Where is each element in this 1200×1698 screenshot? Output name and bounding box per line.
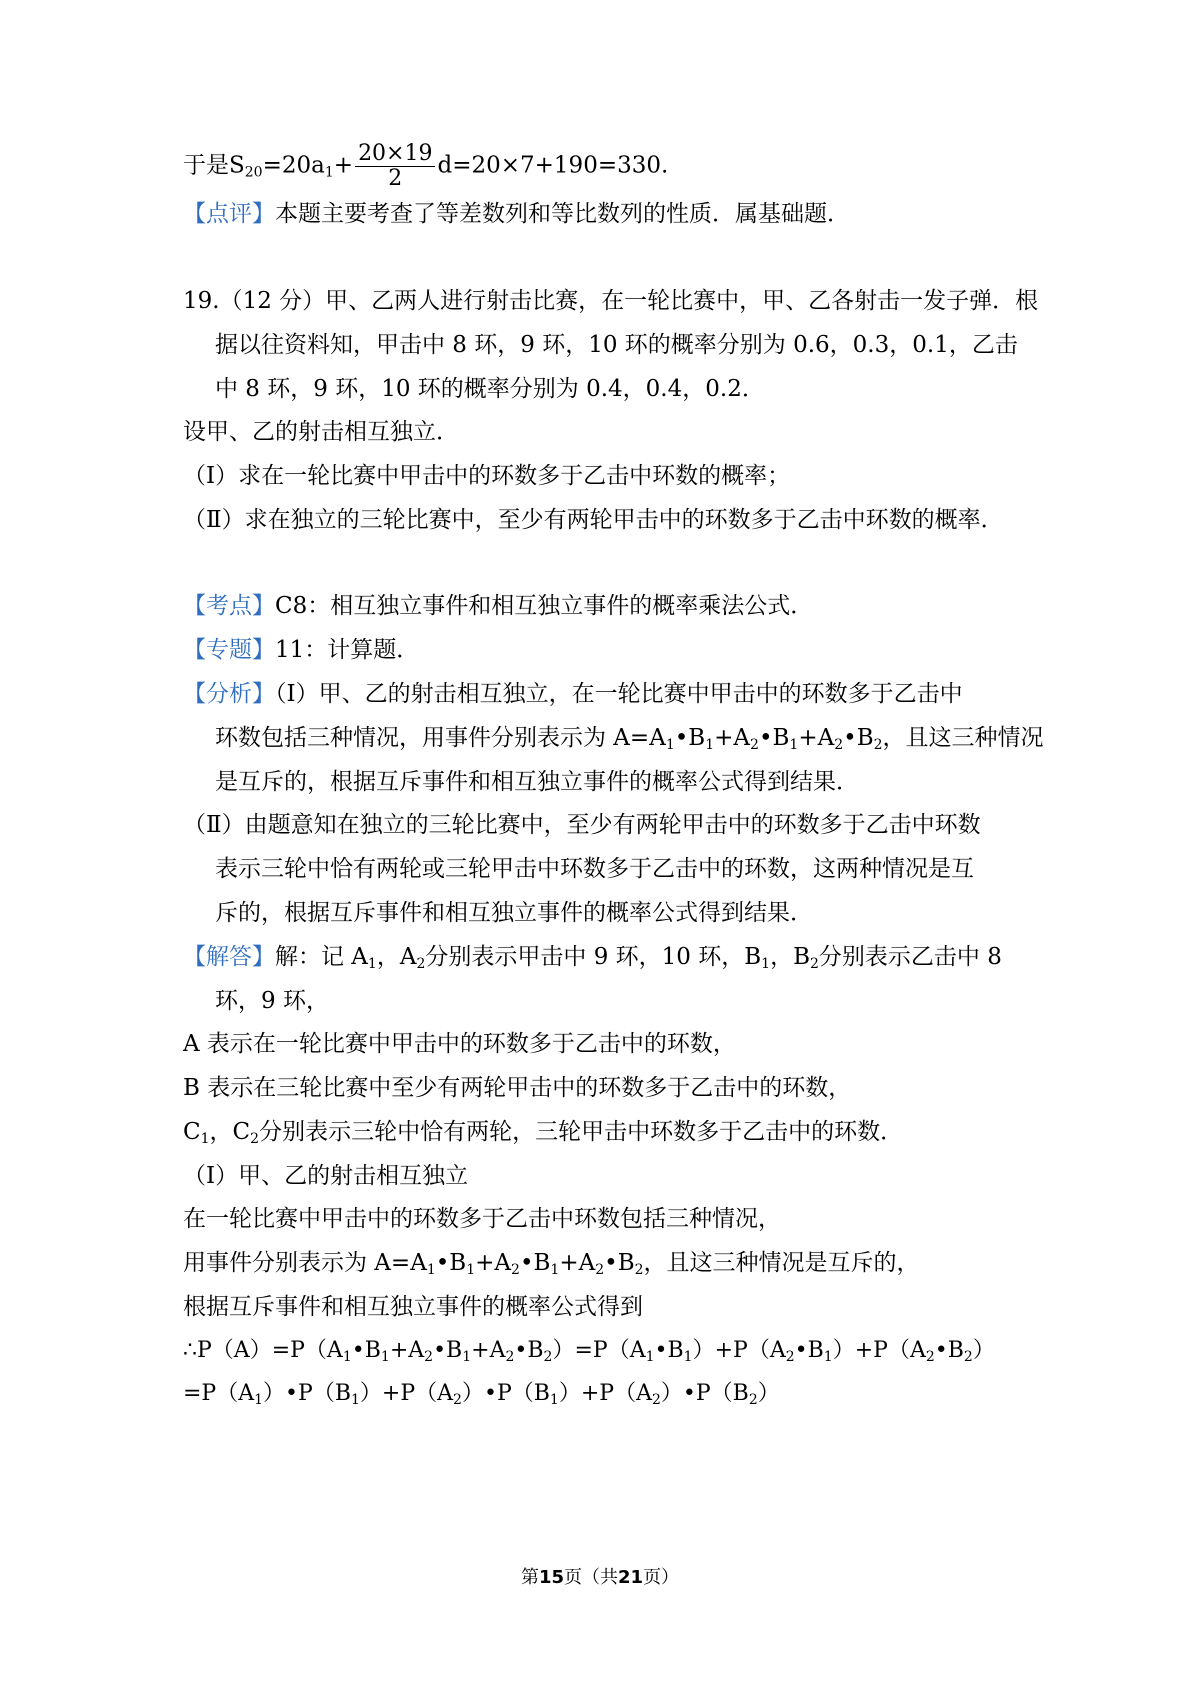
sub: 2	[750, 737, 759, 753]
problem-line-3: 中 8 环，9 环，10 环的概率分别为 0.4，0.4，0.2．	[215, 376, 765, 402]
text: ，且这三种情况	[882, 725, 1044, 751]
sub: 2	[595, 1262, 605, 1278]
text: •B	[794, 1338, 824, 1363]
problem-line-5: （Ⅰ）求在一轮比赛中甲击中的环数多于乙击中环数的概率；	[183, 463, 791, 489]
tag: 【解答】	[183, 944, 275, 970]
jieda-line-6: （Ⅰ）甲、乙的射击相互独立	[183, 1163, 469, 1189]
sub: 1	[549, 1392, 559, 1408]
sub: 2	[925, 1349, 935, 1365]
sub: 1	[550, 1262, 560, 1278]
fenxi-line-2	[215, 722, 1044, 754]
text: ）+P（A	[832, 1338, 926, 1363]
text: +A	[471, 1338, 506, 1363]
sub: 1	[367, 956, 377, 972]
text: ）	[972, 1338, 995, 1363]
text: •B	[433, 1338, 463, 1363]
sub: 1	[789, 737, 799, 753]
sub: 2	[748, 1392, 758, 1408]
sub: 2	[543, 1349, 553, 1365]
text: ）+P（A	[692, 1338, 786, 1363]
text: ）	[757, 1381, 780, 1406]
text: （Ⅰ）甲、乙的射击相互独立，在一轮比赛中甲击中的环数多于乙击中	[275, 681, 963, 707]
text: +A	[389, 1338, 425, 1363]
text: •B	[934, 1338, 964, 1363]
sub: 1	[351, 1392, 360, 1408]
sub: 1	[342, 1349, 352, 1365]
sub: 1	[705, 737, 715, 753]
text: •B	[843, 725, 874, 751]
text: 用事件分别表示为 A=A	[183, 1250, 427, 1276]
text: •B	[674, 725, 706, 751]
sub: 1	[254, 1392, 264, 1408]
sub: 2	[250, 1131, 260, 1147]
text: •B	[519, 1250, 551, 1276]
denominator: 2	[388, 166, 403, 191]
sub: 1	[466, 1262, 476, 1278]
sub: 1	[380, 1349, 390, 1365]
text: ）•P（B	[263, 1381, 351, 1406]
text: 于是	[183, 152, 229, 179]
sub: 1	[665, 737, 675, 753]
text: ）•P（B	[461, 1381, 550, 1406]
sub: 1	[200, 1131, 210, 1147]
tag: 【点评】	[183, 201, 275, 227]
jieda-line-7: 在一轮比赛中甲击中的环数多于乙击中环数包括三种情况，	[183, 1206, 781, 1232]
problem-line-2: 据以往资料知，甲击中 8 环，9 环，10 环的概率分别为 0.6，0.3，0.1，乙击	[215, 332, 1018, 358]
problem-line-4: 设甲、乙的射击相互独立．	[183, 419, 459, 445]
fenxi-line-1	[183, 678, 963, 710]
kaodian-line	[183, 590, 813, 622]
sub: 2	[809, 956, 819, 972]
problem-line-1: 19.（12 分）甲、乙两人进行射击比赛，在一轮比赛中，甲、乙各射击一发子弹．根	[183, 288, 1039, 314]
text: +A	[559, 1250, 596, 1276]
numerator: 20×19	[355, 142, 435, 167]
text: •B	[604, 1250, 635, 1276]
text: ，C	[209, 1119, 251, 1145]
text: 11：计算题．	[275, 637, 420, 663]
text: d=20×7+190=330.	[437, 152, 669, 179]
text: 第	[520, 1567, 539, 1588]
text: S	[229, 152, 245, 179]
text: ∴P（A）=P（A	[183, 1338, 343, 1363]
sub: 1	[823, 1349, 833, 1365]
sub: 1	[426, 1262, 436, 1278]
text: •B	[758, 725, 790, 751]
fenxi-line-5: 表示三轮中恰有两轮或三轮甲击中环数多于乙击中的环数，这两种情况是互	[215, 856, 974, 882]
sub: 1	[761, 956, 771, 972]
review-line	[183, 198, 850, 230]
sub: 2	[416, 956, 426, 972]
sub: 1	[462, 1349, 472, 1365]
jieda-line-8	[183, 1247, 920, 1279]
sub: 2	[424, 1349, 434, 1365]
jieda-line-4: B 表示在三轮比赛中至少有两轮甲击中的环数多于乙击中的环数，	[183, 1075, 852, 1101]
text: =20a	[262, 152, 325, 179]
fenxi-line-4: （Ⅱ）由题意知在独立的三轮比赛中，至少有两轮甲击中的环数多于乙击中环数	[183, 812, 981, 838]
text: +A	[798, 725, 835, 751]
s20-formula	[183, 142, 668, 191]
text: +A	[475, 1250, 512, 1276]
jieda-line-11	[183, 1378, 780, 1410]
text: ，B	[770, 944, 810, 970]
zhuanti-line	[183, 634, 419, 666]
page-footer	[0, 1563, 1200, 1589]
text: 分别表示三轮中恰有两轮，三轮甲击中环数多于乙击中的环数．	[259, 1119, 904, 1145]
jieda-line-3: A 表示在一轮比赛中甲击中的环数多于乙击中的环数，	[183, 1031, 736, 1057]
jieda-line-2: 环，9 环，	[215, 988, 329, 1014]
jieda-line-5	[183, 1116, 903, 1148]
text: 页）	[643, 1567, 680, 1588]
text: 解：记 A	[275, 944, 368, 970]
page-number: 15	[538, 1567, 564, 1588]
text: •B	[435, 1250, 467, 1276]
text: ）+P（A	[359, 1381, 454, 1406]
sub: 1	[645, 1349, 655, 1365]
tag: 【考点】	[183, 593, 275, 619]
sub: 2	[634, 1262, 644, 1278]
jieda-line-10	[183, 1335, 995, 1367]
text: =P（A	[183, 1381, 255, 1406]
sub: 20	[244, 164, 263, 181]
fenxi-line-3: 是互斥的，根据互斥事件和相互独立事件的概率公式得到结果．	[215, 769, 859, 795]
text: 本题主要考查了等差数列和等比数列的性质．属基础题．	[275, 201, 850, 227]
tag: 【专题】	[183, 637, 275, 663]
text: 页（共	[564, 1567, 618, 1588]
sub: 1	[683, 1349, 693, 1365]
text: ）•P（B	[660, 1381, 749, 1406]
text: •B	[514, 1338, 544, 1363]
sub: 2	[511, 1262, 520, 1278]
sub: 2	[873, 737, 883, 753]
total-pages: 21	[618, 1567, 644, 1588]
text: ，A	[376, 944, 417, 970]
text: ）=P（A	[552, 1338, 646, 1363]
text: 分别表示乙击中 8	[818, 944, 1002, 970]
fraction	[355, 142, 435, 191]
text: 分别表示甲击中 9 环，10 环，B	[425, 944, 762, 970]
sub: 2	[785, 1349, 795, 1365]
problem-line-6: （Ⅱ）求在独立的三轮比赛中，至少有两轮甲击中的环数多于乙击中环数的概率．	[183, 507, 1004, 533]
text: C	[183, 1119, 201, 1145]
text: C8：相互独立事件和相互独立事件的概率乘法公式．	[275, 593, 814, 619]
sub: 2	[963, 1349, 973, 1365]
text: 环数包括三种情况，用事件分别表示为 A=A	[215, 725, 666, 751]
text: ）+P（A	[558, 1381, 652, 1406]
text: ，且这三种情况是互斥的，	[643, 1250, 920, 1276]
sub: 2	[505, 1349, 515, 1365]
sub: 1	[324, 164, 334, 181]
fenxi-line-6: 斥的，根据互斥事件和相互独立事件的概率公式得到结果．	[215, 900, 813, 926]
text: +	[333, 152, 354, 179]
sub: 2	[453, 1392, 462, 1408]
text: •B	[654, 1338, 684, 1363]
text: •B	[351, 1338, 381, 1363]
jieda-line-9: 根据互斥事件和相互独立事件的概率公式得到	[183, 1294, 643, 1320]
text: +A	[714, 725, 751, 751]
tag: 【分析】	[183, 681, 275, 707]
sub: 2	[651, 1392, 661, 1408]
sub: 2	[834, 737, 844, 753]
jieda-line-1	[183, 941, 1002, 973]
